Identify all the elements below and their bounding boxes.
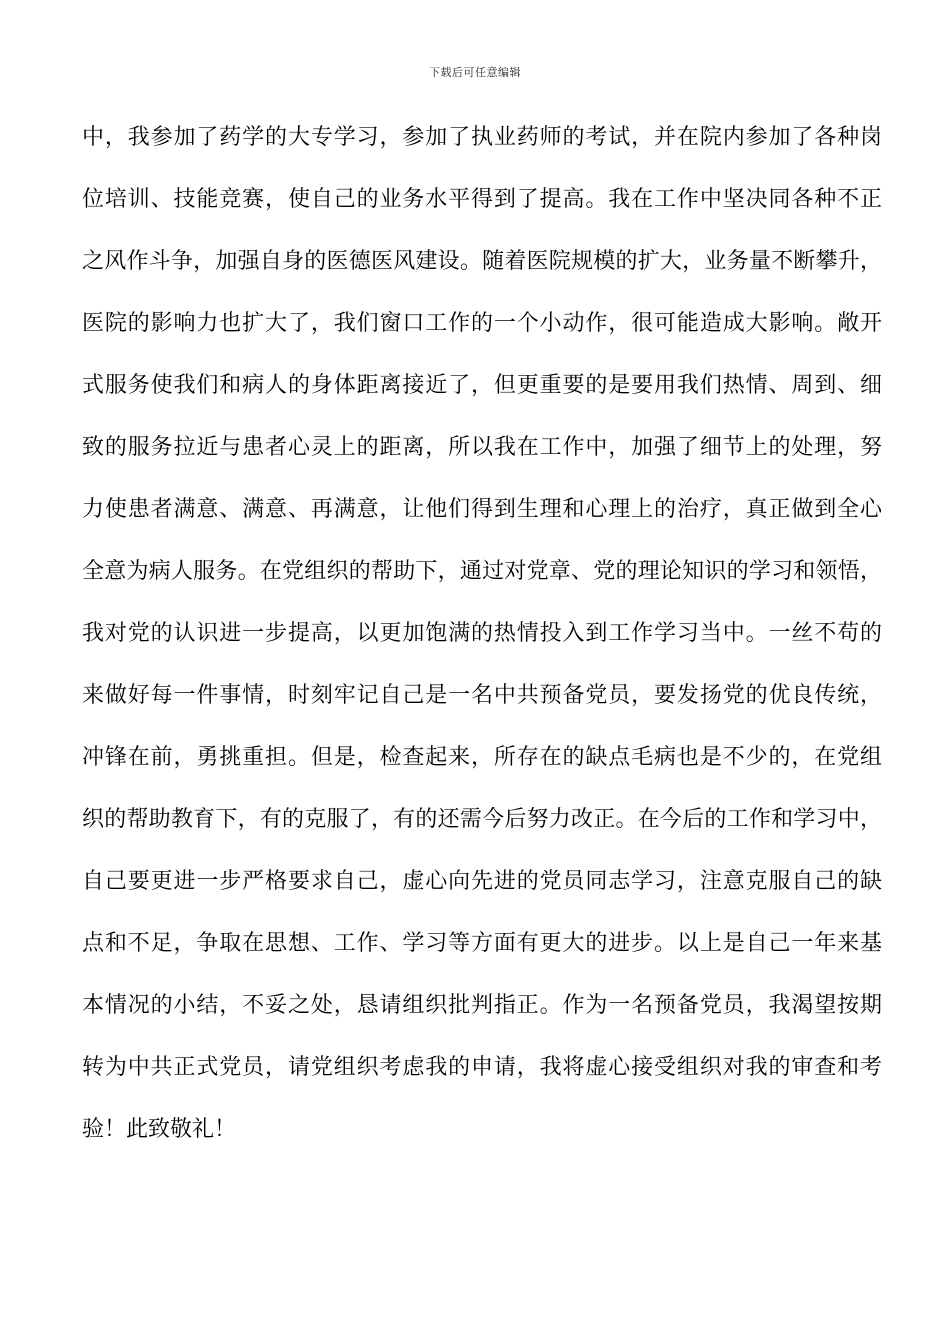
paragraph-line: 冲锋在前，勇挑重担。但是，检查起来，所存在的缺点毛病也是不少的，在党组 — [82, 745, 882, 770]
paragraph-line: 验！此致敬礼！ — [82, 1117, 237, 1142]
paragraph-line: 本情况的小结，不妥之处，恳请组织批判指正。作为一名预备党员，我渴望按期 — [82, 993, 882, 1018]
paragraph-line: 自己要更进一步严格要求自己，虚心向先进的党员同志学习，注意克服自己的缺 — [82, 869, 882, 894]
paragraph-line: 之风作斗争，加强自身的医德医风建设。随着医院规模的扩大，业务量不断攀升， — [82, 249, 882, 274]
paragraph-line: 全意为病人服务。在党组织的帮助下，通过对党章、党的理论知识的学习和领悟， — [82, 559, 882, 584]
paragraph-line: 转为中共正式党员，请党组织考虑我的申请，我将虚心接受组织对我的审查和考 — [82, 1055, 882, 1080]
paragraph-line: 点和不足，争取在思想、工作、学习等方面有更大的进步。以上是自己一年来基 — [82, 931, 882, 956]
paragraph-line: 医院的影响力也扩大了，我们窗口工作的一个小动作，很可能造成大影响。敞开 — [82, 311, 882, 336]
paragraph-line: 我对党的认识进一步提高，以更加饱满的热情投入到工作学习当中。一丝不苟的 — [82, 621, 882, 646]
paragraph-line: 织的帮助教育下，有的克服了，有的还需今后努力改正。在今后的工作和学习中， — [82, 807, 882, 832]
paragraph-line: 致的服务拉近与患者心灵上的距离，所以我在工作中，加强了细节上的处理，努 — [82, 435, 882, 460]
paragraph-line: 力使患者满意、满意、再满意，让他们得到生理和心理上的治疗，真正做到全心 — [82, 497, 882, 522]
paragraph-line: 式服务使我们和病人的身体距离接近了，但更重要的是要用我们热情、周到、细 — [82, 373, 882, 398]
header-note: 下载后可任意编辑 — [429, 66, 521, 79]
paragraph-line: 来做好每一件事情，时刻牢记自己是一名中共预备党员，要发扬党的优良传统， — [82, 683, 882, 708]
body-text — [82, 118, 882, 1172]
paragraph-line: 位培训、技能竞赛，使自己的业务水平得到了提高。我在工作中坚决同各种不正 — [82, 187, 882, 212]
paragraph-line: 中，我参加了药学的大专学习，参加了执业药师的考试，并在院内参加了各种岗 — [82, 125, 882, 150]
